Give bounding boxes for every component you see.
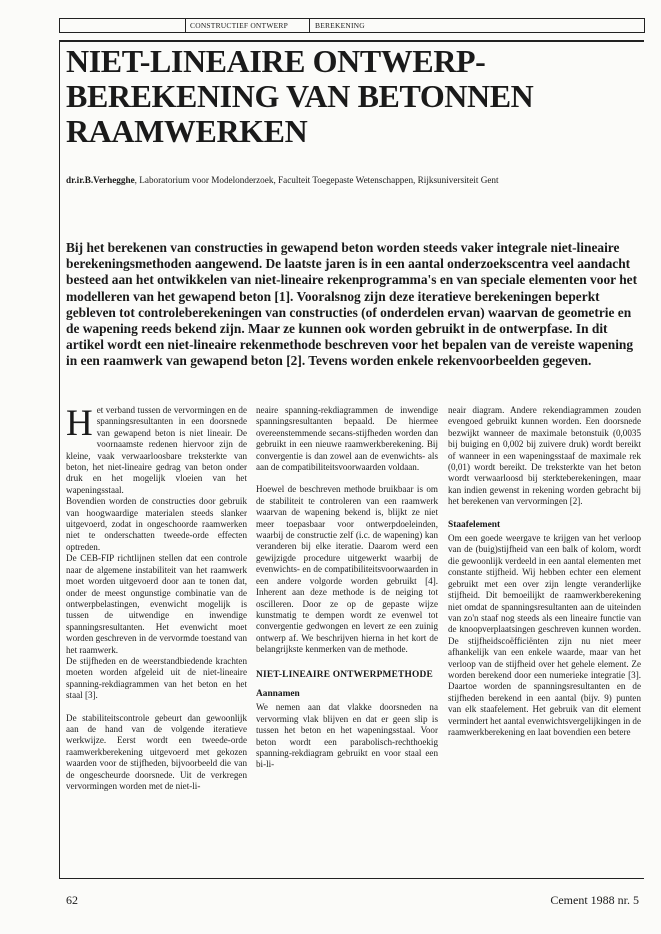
paragraph: We nemen aan dat vlakke doorsneden na vervorming vlak blijven en dat er geen slip is tussen het beton en het wapeningsstaal. Voor beton wordt een parabolisch-rechthoekig spanning-rekdiagram gebruikt en voor staal een bi-li- [256, 702, 438, 770]
paragraph-text: et verband tussen de vervormingen en de spanningsresultanten in een doorsnede van gewapend beton is niet lineair. De voornaamste redenen hiervoor zijn de kleine, vaak verwaarloosbare treksterkte van beton, het niet-lineaire gedrag van beton onder druk en het mogelijk vloeien van het wapeningsstaal. [66, 405, 247, 495]
paragraph [66, 405, 247, 496]
subsection-heading: Aannamen [256, 688, 300, 699]
section-tab-berekening: BEREKENING [315, 21, 365, 30]
byline [66, 175, 641, 185]
article-title [66, 44, 626, 149]
subsection-heading: Staafelement [448, 519, 501, 530]
frame-left-rule [59, 40, 60, 878]
title-line-1: NIET-LINEAIRE ONTWERP- [66, 43, 486, 79]
author-affiliation: , Laboratorium voor Modelonderzoek, Faculteit Toegepaste Wetenschappen, Rijksuniversiteit Gent [134, 175, 499, 185]
section-heading: NIET-LINEAIRE ONTWERPMETHODE [256, 669, 433, 680]
title-line-3: RAAMWERKEN [66, 113, 308, 149]
drop-cap: H [66, 403, 93, 444]
paragraph: Bovendien worden de constructies door gebruik van hoogwaardige materialen steeds slanker uitgevoerd, zodat in ongeschoorde raamwerken niet te onderschatten tweede-orde effecten optreden. [66, 496, 247, 552]
paragraph: Hoewel de beschreven methode bruikbaar is om de stabiliteit te controleren van een raamwerk waarvan de wapening bekend is, blijkt ze niet meer toepasbaar voor ontwerpdoeleinden, waarbij de constructie zelf (i.c. de wapening) kan veranderen bij elke iteratie. Daarom werd een gewijzigde procedure uitgewerkt waarbij de evenwichts- en de compatibiliteitsvoorwaarden in een andere volgorde worden gebruikt [4]. Inherent aan deze methode is de neiging tot oscilleren. Door ze op de gepaste wijze kunstmatig te dempen wordt ze evenwel tot convergentie gedwongen en levert ze een zuinig ontwerp af. We beschrijven hierna in het kort de belangrijkste kenmerken van de methode. [256, 484, 438, 655]
title-line-2: BEREKENING VAN BETONNEN [66, 78, 534, 114]
footer-rule [59, 878, 644, 879]
paragraph: De stijfheden en de weerstandbiedende krachten moeten worden afgeleid uit de niet-lineaire spanning-rekdiagrammen van het beton en het staal [3]. [66, 655, 247, 701]
journal-issue: Cement 1988 nr. 5 [550, 893, 639, 907]
text-column-1 [66, 405, 247, 792]
paragraph: De stabiliteitscontrole gebeurt dan gewoonlijk aan de hand van de volgende iteratieve werkwijze. Eerst wordt een tweede-orde raamwerkberekening uitgevoerd met gekozen waarden voor de stijfheden, bijvoorbeeld die van de ongescheurde doorsnede. Uit de verkregen vervormingen worden met de niet-li- [66, 712, 247, 791]
section-header-bar [59, 18, 645, 33]
page-number: 62 [66, 893, 78, 907]
paragraph: Om een goede weergave te krijgen van het verloop van de (buig)stijfheid van een balk of kolom, wordt die gewoonlijk verdeeld in een aantal elementen met constante stijfheid. Wij hebben echter een element gebruikt met een over zijn lengte veranderlijke stijfheid. Dit bemoeilijkt de raamwerkberekening niet omdat de spanningsresultanten aan de uiteinden van zo'n staaf nog steeds als een lineaire functie van de knoopverplaatsingen geschreven kunnen worden. De stijfheidscoëfficiënten zijn nu niet meer afhankelijk van een enkele waarde, maar van het verloop van de stijfheid over het gehele element. Ze worden berekend door een numerieke integratie [3]. Daartoe worden de spanningsresultanten en de stijfheden berekend in een aantal (bijv. 9) punten van elk staafelement. Het gebruik van dit element vermindert het aantal evenwichtsvergelijkingen in de raamwerkberekening en laat bovendien een betere [448, 533, 642, 737]
intro-paragraph: Bij het berekenen van constructies in gewapend beton worden steeds vaker integrale niet-lineaire berekeningsmethoden aangewend. De laatste jaren is in een aantal onderzoekscentra veel aandacht besteed aan het ontwikkelen van niet-lineaire rekenprogramma's en van speciale elementen voor het modelleren van het gewapend beton [1]. Vooralsnog zijn deze iteratieve berekeningen beperkt gebleven tot controleberekeningen van constructies (of onderdelen ervan) waarvan de geometrie en de wapening reeds bekend zijn. Maar ze kunnen ook worden gebruikt in de ontwerpfase. In dit artikel wordt een niet-lineaire rekenmethode beschreven voor het bepalen van de vereiste wapening in een raamwerk van gewapend beton [2]. Tevens worden enkele rekenvoorbeelden gegeven. [66, 240, 638, 369]
paragraph: neair diagram. Andere rekendiagrammen zouden evengoed gebruikt kunnen worden. Een doorsnede bezwijkt wanneer de maximale betonstuik (0,0035 bij buiging en 0,002 bij zuivere druk) wordt bereikt of wanneer in een wapeningsstaaf de maximale rek (0,01) wordt bereikt. De treksterkte van het beton wordt verwaarloosd bij sterkteberekeningen, maar kan indien gewenst in rekening worden gebracht bij het berekenen van vervormingen [2]. [448, 405, 641, 507]
author-name: dr.ir.B.Verhegghe [66, 175, 135, 185]
frame-top-rule [59, 40, 644, 42]
paragraph: neaire spanning-rekdiagrammen de inwendige spanningsresultanten bepaald. De hiermee overeenstemmende secans-stijfheden worden dan gebruikt in een nieuwe raamwerkberekening. Bij convergentie is dan zowel aan de evenwichts- als aan de compatibiliteitsvoorwaarden voldaan. [256, 405, 438, 473]
text-column-2 [256, 405, 438, 771]
paragraph: De CEB-FIP richtlijnen stellen dat een controle naar de algemene instabiliteit van het raamwerk moet worden uitgevoerd door aan te tonen dat, onder de meest ongunstige combinatie van de ontwerpbelastingen, evenwicht mogelijk is tussen de uitwendige en inwendige spanningsresultanten. Het evenwicht moet worden geschreven in de vervormde toestand van het raamwerk. [66, 553, 247, 655]
text-column-3 [448, 405, 641, 738]
section-tab-constructief-ontwerp: CONSTRUCTIEF ONTWERP [185, 19, 310, 32]
